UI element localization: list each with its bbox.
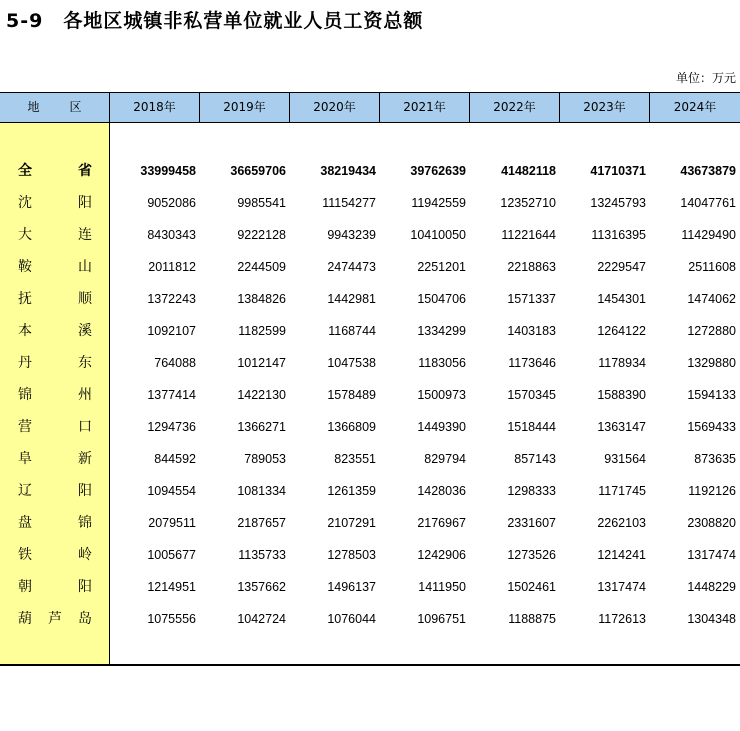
region-name: 本 溪 [18, 323, 92, 339]
value-cell: 1366809 [327, 420, 376, 434]
value-cell: 857143 [514, 452, 556, 466]
value-cell: 1449390 [417, 420, 466, 434]
value-cell: 1442981 [327, 292, 376, 306]
value-cell: 1372243 [147, 292, 196, 306]
value-cell: 1047538 [327, 356, 376, 370]
unit-label: 单位：万元 [675, 71, 736, 85]
value-cell: 9943239 [327, 228, 376, 242]
year-header-4: 2022年 [469, 92, 559, 123]
value-cell: 1076044 [327, 612, 376, 626]
region-name: 锦 州 [18, 387, 92, 403]
value-cell: 1317474 [687, 548, 736, 562]
table-row [0, 315, 740, 347]
value-cell: 789053 [244, 452, 286, 466]
value-cell: 1092107 [147, 324, 196, 338]
region-name: 丹 东 [18, 355, 92, 371]
value-cell: 1182599 [238, 324, 286, 338]
value-cell: 2107291 [327, 516, 376, 530]
value-cell: 823551 [334, 452, 376, 466]
value-cell: 1454301 [597, 292, 646, 306]
value-cell: 1366271 [237, 420, 286, 434]
value-cell: 931564 [604, 452, 646, 466]
value-cell: 1363147 [597, 420, 646, 434]
value-cell: 829794 [424, 452, 466, 466]
table-row [0, 539, 740, 571]
table-row [0, 187, 740, 219]
region-name: 盘 锦 [18, 515, 92, 531]
region-header-char-1: 地 [27, 100, 40, 114]
value-cell: 36659706 [230, 164, 286, 178]
region-name: 抚 顺 [18, 291, 92, 307]
table-row [0, 411, 740, 443]
region-name: 葫芦岛 [18, 611, 92, 627]
table-row [0, 507, 740, 539]
value-cell: 1588390 [597, 388, 646, 402]
value-cell: 2079511 [148, 516, 196, 530]
value-cell: 1357662 [237, 580, 286, 594]
value-cell: 1298333 [507, 484, 556, 498]
page-title: 5-9 各地区城镇非私营单位就业人员工资总额 [6, 10, 424, 32]
value-cell: 2308820 [687, 516, 736, 530]
value-cell: 2511608 [688, 260, 736, 274]
table-row [0, 283, 740, 315]
value-cell: 2251201 [417, 260, 466, 274]
value-cell: 2474473 [327, 260, 376, 274]
value-cell: 13245793 [590, 196, 646, 210]
table-row [0, 379, 740, 411]
value-cell: 9052086 [147, 196, 196, 210]
value-cell: 43673879 [680, 164, 736, 178]
table-bottom-rule [0, 664, 740, 666]
region-name: 阜 新 [18, 451, 92, 467]
value-cell: 1172613 [598, 612, 646, 626]
value-cell: 1500973 [417, 388, 466, 402]
value-cell: 1183056 [418, 356, 466, 370]
value-cell: 1496137 [327, 580, 376, 594]
value-cell: 14047761 [680, 196, 736, 210]
value-cell: 1428036 [417, 484, 466, 498]
value-cell: 1273526 [507, 548, 556, 562]
value-cell: 1042724 [237, 612, 286, 626]
value-cell: 1334299 [417, 324, 466, 338]
value-cell: 1094554 [147, 484, 196, 498]
wage-table [0, 92, 740, 666]
region-name: 大 连 [18, 227, 92, 243]
value-cell: 1317474 [597, 580, 646, 594]
value-cell: 1214951 [147, 580, 196, 594]
table-row [0, 347, 740, 379]
value-cell: 1384826 [237, 292, 286, 306]
value-cell: 1448229 [687, 580, 736, 594]
value-cell: 1294736 [147, 420, 196, 434]
value-cell: 1264122 [597, 324, 646, 338]
value-cell: 2187657 [237, 516, 286, 530]
value-cell: 1569433 [687, 420, 736, 434]
region-name: 鞍 山 [18, 259, 92, 275]
value-cell: 1173646 [508, 356, 556, 370]
value-cell: 844592 [154, 452, 196, 466]
value-cell: 11221644 [501, 228, 556, 242]
value-cell: 1570345 [507, 388, 556, 402]
region-name: 全 省 [18, 163, 92, 179]
value-cell: 8430343 [147, 228, 196, 242]
value-cell: 1578489 [327, 388, 376, 402]
value-cell: 2176967 [417, 516, 466, 530]
value-cell: 1171745 [598, 484, 646, 498]
value-cell: 1242906 [417, 548, 466, 562]
year-header-3: 2021年 [379, 92, 469, 123]
table-row [0, 251, 740, 283]
value-cell: 33999458 [140, 164, 196, 178]
value-cell: 41482118 [501, 164, 556, 178]
year-header-5: 2023年 [559, 92, 649, 123]
value-cell: 1168744 [328, 324, 376, 338]
value-cell: 1518444 [507, 420, 556, 434]
value-cell: 1474062 [687, 292, 736, 306]
region-header-char-2: 区 [69, 100, 82, 114]
region-column-header [0, 92, 109, 123]
value-cell: 41710371 [590, 164, 646, 178]
region-name: 朝 阳 [18, 579, 92, 595]
year-header-2: 2020年 [289, 92, 379, 123]
value-cell: 873635 [694, 452, 736, 466]
table-row [0, 443, 740, 475]
value-cell: 10410050 [410, 228, 466, 242]
value-cell: 1075556 [147, 612, 196, 626]
value-cell: 1081334 [237, 484, 286, 498]
value-cell: 1411950 [418, 580, 466, 594]
value-cell: 1178934 [598, 356, 646, 370]
table-row [0, 603, 740, 635]
value-cell: 12352710 [500, 196, 556, 210]
table-row [0, 219, 740, 251]
region-name: 营 口 [18, 419, 92, 435]
value-cell: 1096751 [417, 612, 466, 626]
table-row [0, 155, 740, 187]
value-cell: 1261359 [327, 484, 376, 498]
table-row [0, 475, 740, 507]
year-header-1: 2019年 [199, 92, 289, 123]
value-cell: 1272880 [687, 324, 736, 338]
value-cell: 1329880 [687, 356, 736, 370]
value-cell: 2244509 [237, 260, 286, 274]
value-cell: 1188875 [508, 612, 556, 626]
value-cell: 9985541 [237, 196, 286, 210]
value-cell: 2262103 [597, 516, 646, 530]
value-cell: 2331607 [507, 516, 556, 530]
value-cell: 39762639 [410, 164, 466, 178]
value-cell: 1135733 [238, 548, 286, 562]
value-cell: 2229547 [597, 260, 646, 274]
region-name: 铁 岭 [18, 547, 92, 563]
value-cell: 11154277 [322, 196, 376, 210]
value-cell: 2218863 [507, 260, 556, 274]
value-cell: 11429490 [681, 228, 736, 242]
value-cell: 1403183 [507, 324, 556, 338]
value-cell: 9222128 [237, 228, 286, 242]
value-cell: 11316395 [591, 228, 646, 242]
value-cell: 1377414 [147, 388, 196, 402]
year-header-6: 2024年 [649, 92, 740, 123]
region-name: 辽 阳 [18, 483, 92, 499]
value-cell: 1504706 [417, 292, 466, 306]
value-cell: 1005677 [147, 548, 196, 562]
value-cell: 764088 [154, 356, 196, 370]
value-cell: 1422130 [237, 388, 286, 402]
value-cell: 1571337 [507, 292, 556, 306]
year-header-0: 2018年 [109, 92, 199, 123]
value-cell: 1214241 [597, 548, 646, 562]
value-cell: 1502461 [507, 580, 556, 594]
value-cell: 1594133 [687, 388, 736, 402]
value-cell: 1304348 [687, 612, 736, 626]
value-cell: 2011812 [148, 260, 196, 274]
value-cell: 1278503 [327, 548, 376, 562]
value-cell: 1012147 [237, 356, 286, 370]
region-name: 沈 阳 [18, 195, 92, 211]
table-row [0, 571, 740, 603]
value-cell: 38219434 [320, 164, 376, 178]
value-cell: 1192126 [688, 484, 736, 498]
value-cell: 11942559 [411, 196, 466, 210]
region-divider [109, 92, 110, 666]
